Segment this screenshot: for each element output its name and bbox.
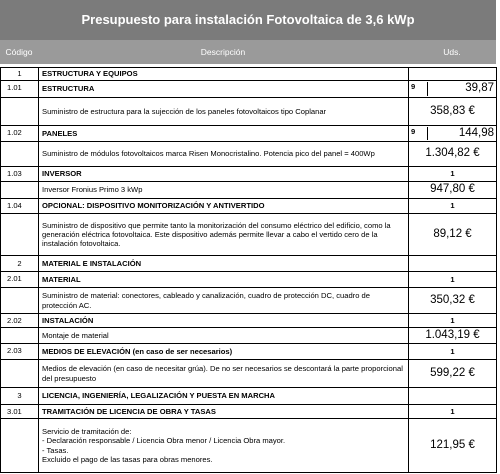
table-row	[1, 272, 497, 288]
header-units: Uds.	[443, 47, 461, 57]
row-code: 2.01	[1, 272, 39, 288]
row-quantity: 1	[409, 272, 497, 288]
row-quantity: 1	[409, 167, 497, 182]
table-row	[1, 328, 497, 344]
row-code	[1, 328, 39, 344]
table-row	[1, 81, 497, 98]
row-code: 3	[1, 388, 39, 405]
row-quantity: 1	[409, 344, 497, 360]
row-description: ESTRUCTURA Y EQUIPOS	[39, 68, 409, 81]
row-description: Montaje de material	[39, 328, 409, 344]
row-code	[1, 98, 39, 126]
row-price: 947,80 €	[409, 182, 497, 199]
row-description: PANELES	[39, 126, 409, 142]
row-quantity: 1	[409, 405, 497, 419]
row-units: 9	[409, 82, 428, 96]
row-quantity: 1	[409, 314, 497, 328]
row-price: 350,32 €	[409, 288, 497, 314]
row-code: 1.03	[1, 167, 39, 182]
row-description: ESTRUCTURA	[39, 81, 409, 98]
row-description: Suministro de dispositivo que permite tanto la monitorización del consumo eléctrico del edificio, como la generación eléctrica fotovoltaica. Este dispositivo además permite llevar a cabo el vertido cero de la instalación fotovoltaica.	[39, 214, 409, 256]
table-row	[1, 360, 497, 388]
row-quantity-price	[409, 126, 497, 142]
row-description: MATERIAL E INSTALACIÓN	[39, 256, 409, 272]
table-row	[1, 405, 497, 419]
row-description: Suministro de módulos fotovoltaicos marca Risen Monocristalino. Potencia pico del panel = 400Wp	[39, 142, 409, 167]
row-description: Inversor Fronius Primo 3 kWp	[39, 182, 409, 199]
table-row	[1, 126, 497, 142]
row-price: 358,83 €	[409, 98, 497, 126]
column-header	[0, 40, 496, 64]
row-description: Servicio de tramitación de: - Declaración responsable / Licencia Obra menor / Licencia Obra mayor. - Tasas. Excluido el pago de las tasas para obras menores.	[39, 419, 409, 473]
row-description: INVERSOR	[39, 167, 409, 182]
row-price: 1.043,19 €	[409, 328, 497, 344]
row-code	[1, 142, 39, 167]
row-description: Suministro de estructura para la sujección de los paneles fotovoltaicos tipo Coplanar	[39, 98, 409, 126]
row-code	[1, 288, 39, 314]
row-unit-price: 39,87	[465, 82, 494, 95]
row-unit-price: 144,98	[458, 126, 494, 139]
table-row	[1, 182, 497, 199]
row-units: 9	[409, 127, 428, 141]
row-description: OPCIONAL: DISPOSITIVO MONITORIZACIÓN Y ANTIVERTIDO	[39, 199, 409, 214]
table-row	[1, 388, 497, 405]
table-row	[1, 344, 497, 360]
row-empty-cell	[409, 68, 497, 81]
row-description: LICENCIA, INGENIERÍA, LEGALIZACIÓN Y PUESTA EN MARCHA	[39, 388, 409, 405]
table-row	[1, 142, 497, 167]
row-code: 2	[1, 256, 39, 272]
row-code	[1, 182, 39, 199]
row-empty-cell	[409, 256, 497, 272]
header-code: Código	[5, 47, 33, 57]
row-quantity: 1	[409, 199, 497, 214]
row-description: INSTALACIÓN	[39, 314, 409, 328]
budget-table	[0, 67, 497, 473]
table-row	[1, 419, 497, 473]
row-price: 89,12 €	[409, 214, 497, 256]
budget-title: Presupuesto para instalación Fotovoltaica de 3,6 kWp	[0, 0, 496, 40]
row-price: 599,22 €	[409, 360, 497, 388]
row-code: 2.02	[1, 314, 39, 328]
row-description: TRAMITACIÓN DE LICENCIA DE OBRA Y TASAS	[39, 405, 409, 419]
row-code: 3.01	[1, 405, 39, 419]
header-description: Descripción	[200, 47, 246, 57]
table-row	[1, 314, 497, 328]
row-code	[1, 360, 39, 388]
row-description: Medios de elevación (en caso de necesitar grúa). De no ser necesarios se descontará la parte proporcional del presupuesto	[39, 360, 409, 388]
row-code: 1.01	[1, 81, 39, 98]
table-row	[1, 199, 497, 214]
table-row	[1, 214, 497, 256]
row-description: MATERIAL	[39, 272, 409, 288]
row-quantity-price	[409, 81, 497, 98]
table-row	[1, 167, 497, 182]
table-row	[1, 256, 497, 272]
row-code	[1, 419, 39, 473]
row-price: 121,95 €	[409, 419, 497, 473]
row-code: 1.02	[1, 126, 39, 142]
table-row	[1, 98, 497, 126]
row-description: MEDIOS DE ELEVACIÓN (en caso de ser necesarios)	[39, 344, 409, 360]
row-code: 2.03	[1, 344, 39, 360]
row-code: 1	[1, 68, 39, 81]
row-code: 1.04	[1, 199, 39, 214]
row-code	[1, 214, 39, 256]
row-description: Suministro de material: conectores, cableado y canalización, cuadro de protección DC, cuadro de protección AC.	[39, 288, 409, 314]
table-row	[1, 288, 497, 314]
row-empty-cell	[409, 388, 497, 405]
row-price: 1.304,82 €	[409, 142, 497, 167]
table-row	[1, 68, 497, 81]
